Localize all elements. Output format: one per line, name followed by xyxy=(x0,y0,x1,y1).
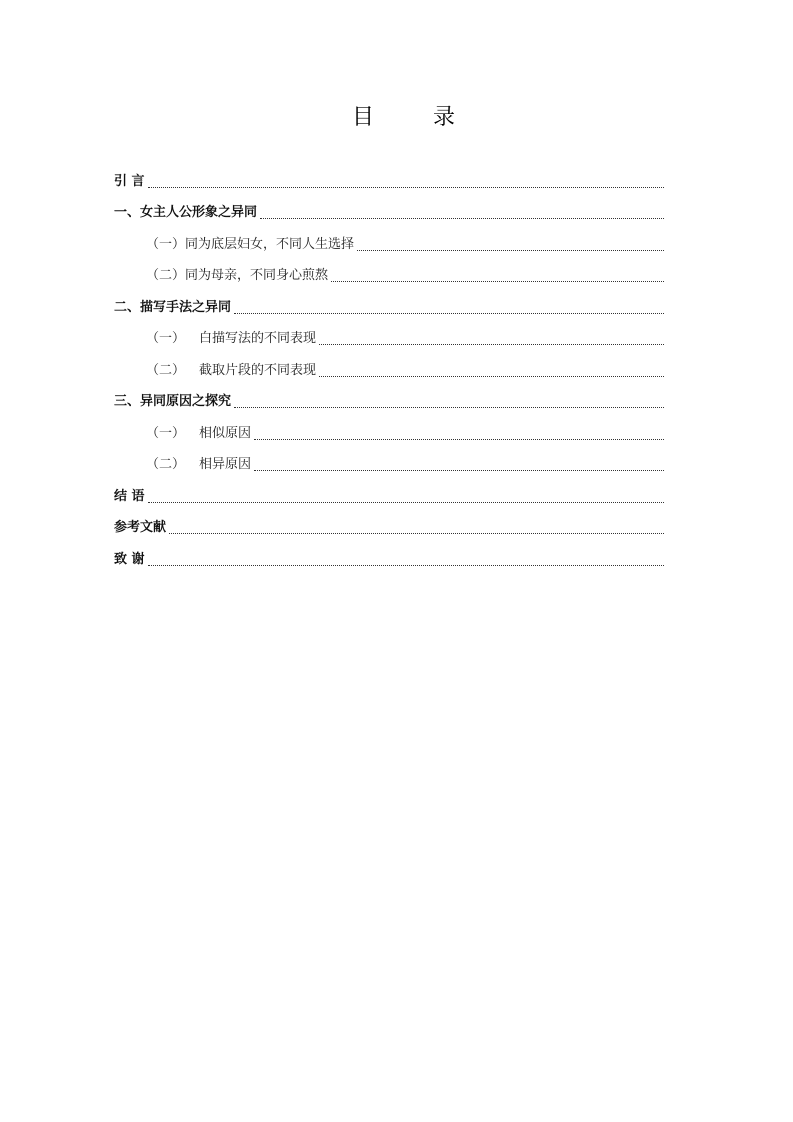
dot-leader xyxy=(148,186,664,188)
toc-entry-label: 参考文献 xyxy=(114,520,167,535)
dot-leader xyxy=(169,532,664,534)
toc-entry-references[interactable] xyxy=(114,509,665,541)
toc-entry-label: 同为母亲，不同身心煎熬 xyxy=(185,268,329,283)
toc-entry-number: （一） xyxy=(146,236,186,252)
toc-entry-introduction[interactable] xyxy=(114,162,665,194)
toc-entry-label: 引 言 xyxy=(114,173,145,189)
toc-entry-number: （二） xyxy=(146,362,186,378)
toc-entry-label: 截取片段的不同表现 xyxy=(199,362,317,378)
toc-entry-section-2-1[interactable] xyxy=(114,320,665,352)
dot-leader xyxy=(254,438,664,440)
dot-leader xyxy=(234,406,664,408)
toc-entry-section-1-1[interactable] xyxy=(114,225,665,257)
dot-leader xyxy=(319,375,664,377)
toc-entry-label: 一、女主人公形象之异同 xyxy=(114,205,258,220)
toc-entry-label: 致 谢 xyxy=(114,551,145,567)
toc-entry-label: 相异原因 xyxy=(199,457,252,472)
page-title: 目 录 xyxy=(352,105,481,130)
toc-entry-label: 三、异同原因之探究 xyxy=(114,394,232,409)
toc-entry-acknowledgements[interactable] xyxy=(114,540,665,572)
dot-leader xyxy=(234,312,664,314)
toc-entry-section-3-1[interactable] xyxy=(114,414,665,446)
dot-leader xyxy=(254,469,664,471)
toc-entry-label: 白描写法的不同表现 xyxy=(199,331,317,346)
dot-leader xyxy=(319,343,664,345)
dot-leader xyxy=(148,501,664,503)
toc-entry-section-3-2[interactable] xyxy=(114,446,665,478)
toc-entry-number: （一） xyxy=(146,425,186,441)
dot-leader xyxy=(357,249,664,251)
toc-entry-section-2-2[interactable] xyxy=(114,351,665,383)
toc-entry-section-3[interactable] xyxy=(114,383,665,415)
toc-entry-label: 同为底层妇女，不同人生选择 xyxy=(185,236,355,252)
toc-entry-section-1[interactable] xyxy=(114,194,665,226)
table-of-contents xyxy=(114,162,665,572)
toc-entry-section-1-2[interactable] xyxy=(114,257,665,289)
toc-entry-section-2[interactable] xyxy=(114,288,665,320)
toc-entry-number: （二） xyxy=(146,457,186,472)
dot-leader xyxy=(148,564,664,566)
toc-entry-label: 结 语 xyxy=(114,488,145,504)
dot-leader xyxy=(260,217,664,219)
toc-entry-conclusion[interactable] xyxy=(114,477,665,509)
toc-entry-label: 二、描写手法之异同 xyxy=(114,299,232,315)
toc-entry-label: 相似原因 xyxy=(199,425,252,441)
dot-leader xyxy=(331,280,664,282)
toc-entry-number: （一） xyxy=(146,331,186,346)
toc-entry-number: （二） xyxy=(146,268,186,283)
